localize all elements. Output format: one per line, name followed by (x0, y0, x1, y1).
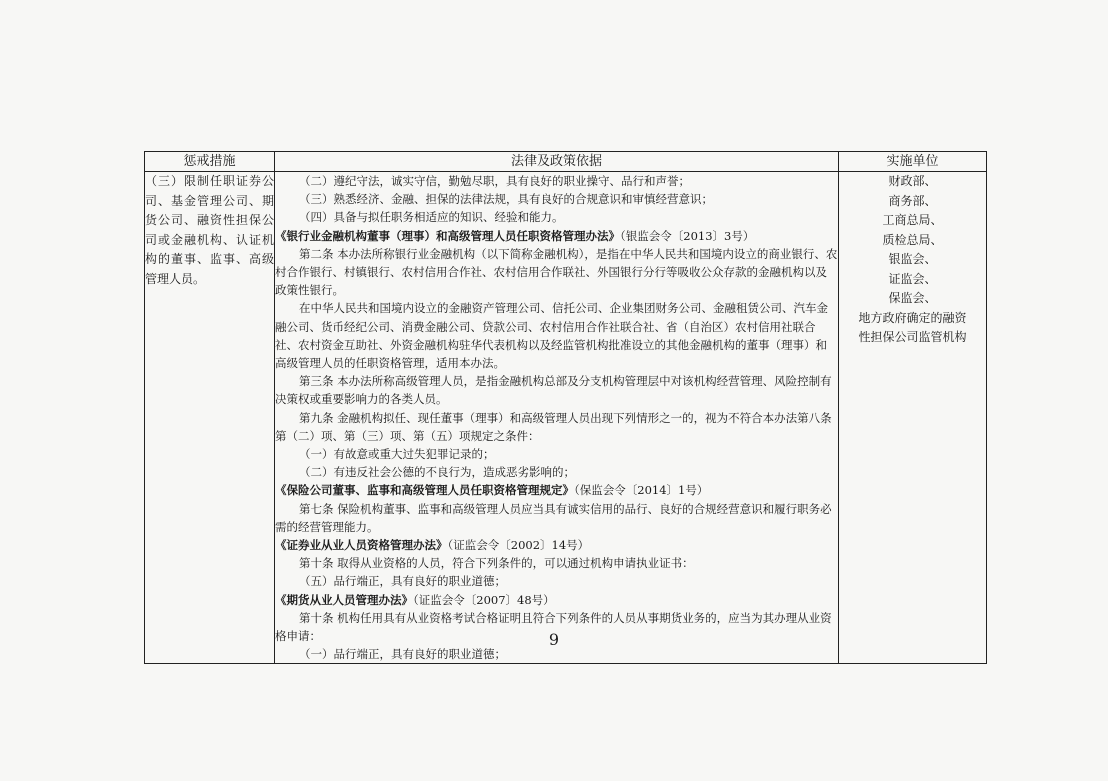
unit-item: 工商总局、 (882, 213, 943, 227)
measure-text: （三）限制任职证券公司、基金管理公司、期货公司、融资性担保公司或金融机构、认证机构的董事、监事、高级管理人员。 (145, 174, 274, 286)
law-title: 《证券业从业人员资格管理办法》 (275, 538, 448, 553)
unit-item: 证监会、 (888, 271, 937, 286)
law-heading (275, 481, 838, 499)
law-heading (275, 591, 838, 609)
law-number: （证监会令〔2002〕14号） (447, 538, 590, 553)
basis-paragraph: 第七条 保险机构董事、监事和高级管理人员应当具有诚实信用的品行、良好的合规经营意识和履行职务必需的经营管理能力。 (275, 501, 832, 534)
table-header-row (145, 152, 987, 172)
basis-paragraph: 第三条 本办法所称高级管理人员，是指金融机构总部及分支机构管理层中对该机构经营管理、风险控制有决策权或重要影响力的各类人员。 (275, 374, 832, 407)
header-measure: 惩戒措施 (145, 152, 275, 172)
unit-item: 性担保公司监管机构 (858, 330, 967, 344)
basis-line: （五）品行端正，具有良好的职业道德； (299, 574, 506, 589)
basis-line: （四）具备与拟任职务相适应的知识、经验和能力。 (299, 210, 564, 225)
basis-line: （一）品行端正，具有良好的职业道德； (299, 647, 506, 662)
law-heading (275, 536, 838, 554)
header-units: 实施单位 (839, 152, 987, 172)
basis-line: （三）熟悉经济、金融、担保的法律法规，具有良好的合规意识和审慎经营意识； (299, 192, 713, 207)
basis-paragraph: 第九条 金融机构拟任、现任董事（理事）和高级管理人员出现下列情形之一的，视为不符合本办法第八条第（二）项、第（三）项、第（五）项规定之条件： (275, 410, 832, 443)
unit-item: 质检总局、 (882, 232, 943, 247)
units-cell (839, 172, 987, 664)
unit-item: 商务部、 (888, 193, 937, 208)
header-basis: 法律及政策依据 (275, 152, 839, 172)
basis-paragraph: 第十条 机构任用具有从业资格考试合格证明且符合下列条件的人员从事期货业务的，应当为其办理从业资格申请： (275, 610, 832, 644)
law-title: 《保险公司董事、监事和高级管理人员任职资格管理规定》 (275, 483, 574, 498)
basis-line: （二）有违反社会公德的不良行为，造成恶劣影响的； (299, 465, 575, 480)
basis-line: （一）有故意或重大过失犯罪记录的； (299, 447, 495, 462)
measure-cell (145, 172, 275, 664)
law-number: （证监会令〔2007〕48号） (413, 592, 555, 607)
law-title: 《银行业金融机构董事（理事）和高级管理人员任职资格管理办法》 (275, 228, 620, 243)
law-number: （银监会令〔2013〕3号） (620, 228, 755, 243)
basis-cell (275, 172, 839, 664)
basis-line: （二）遵纪守法，诚实守信，勤勉尽职，具有良好的职业操守、品行和声誉； (299, 174, 690, 188)
punishment-table (144, 151, 987, 664)
law-heading (275, 227, 838, 245)
unit-item: 保监会、 (888, 291, 937, 305)
page-number: 9 (548, 630, 560, 649)
unit-item: 银监会、 (888, 252, 937, 266)
unit-item: 地方政府确定的融资 (858, 310, 967, 325)
law-title: 《期货从业人员管理办法》 (275, 592, 413, 607)
basis-paragraph: 第二条 本办法所称银行业金融机构（以下简称金融机构），是指在中华人民共和国境内设立的商业银行、农村合作银行、村镇银行、农村信用合作社、农村信用合作联社、外国银行分行等吸收公众存款的金融机构以及政策性银行。 (275, 246, 838, 298)
basis-line: 第十条 取得从业资格的人员，符合下列条件的，可以通过机构申请执业证书： (299, 556, 694, 571)
unit-item: 财政部、 (888, 174, 937, 188)
table-row (145, 172, 987, 664)
basis-paragraph: 在中华人民共和国境内设立的金融资产管理公司、信托公司、企业集团财务公司、金融租赁公司、汽车金融公司、货币经纪公司、消费金融公司、贷款公司、农村信用合作社联合社、省（自治区）农村信用社联合社、农村资金互助社、外资金融机构驻华代表机构以及经监管机构批准设立的其他金融机构的董事（理事）和高级管理人员的任职资格管理，适用本办法。 (275, 301, 828, 371)
law-number: （保监会令〔2014〕1号） (574, 483, 709, 498)
